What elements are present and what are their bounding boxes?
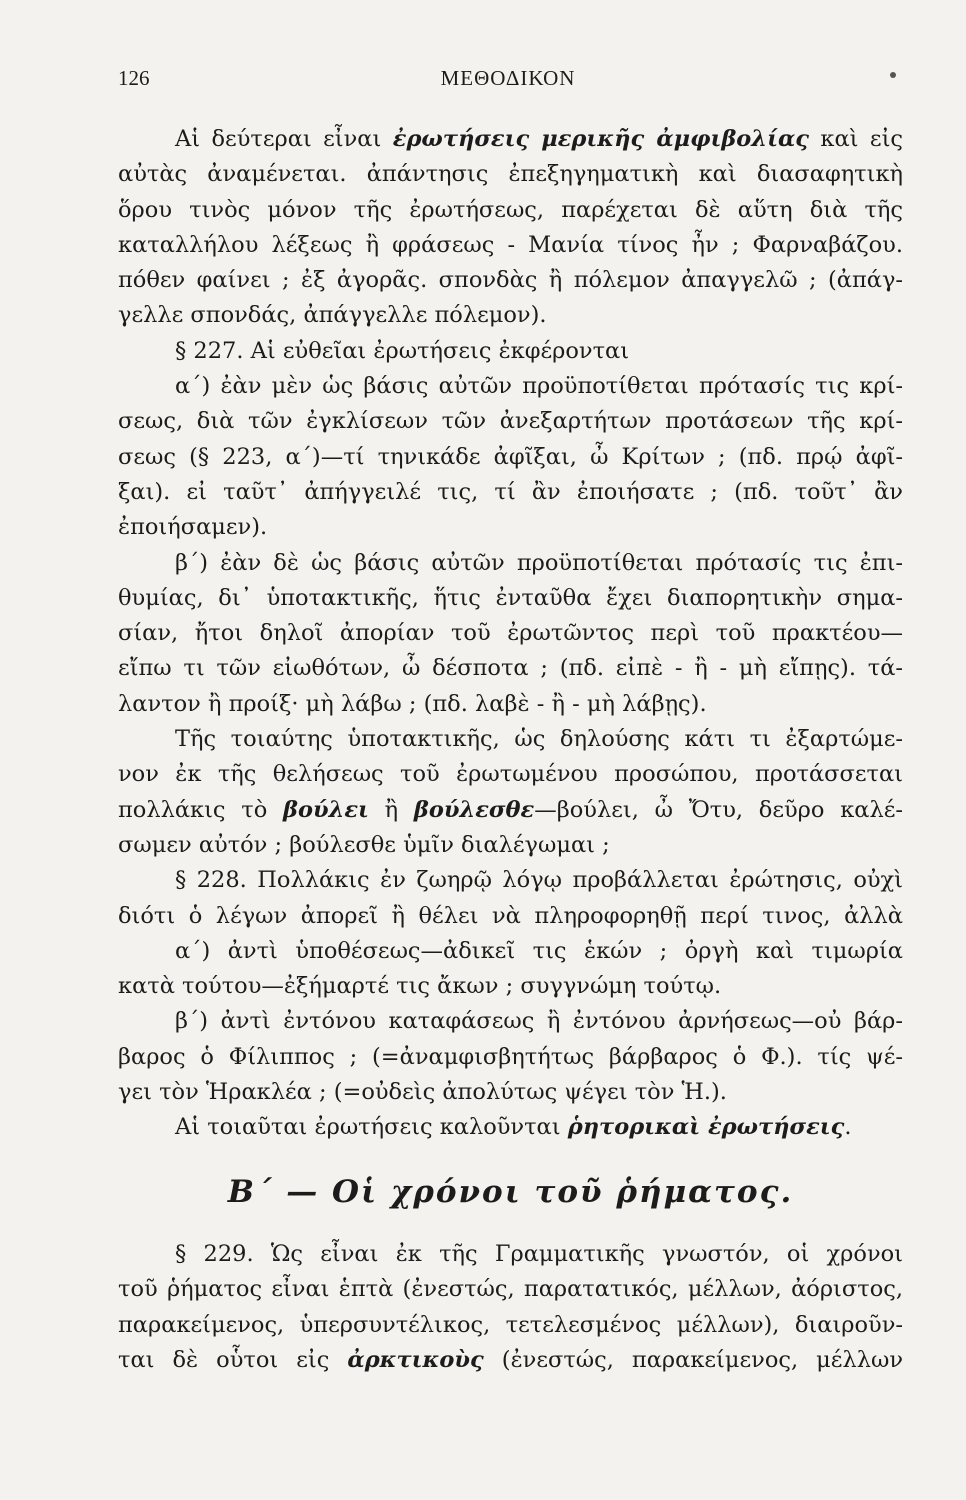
text-line: λαντον ἢ προίξ· μὴ λάβω ; (πδ. λαβὲ - ἢ - μὴ λάβῃς). [118, 690, 707, 717]
text-line: Αἱ δεύτεραι εἶναι ἐρωτήσεις μερικῆς ἀμφιβολίας καὶ εἰς [175, 126, 903, 152]
text-line: αὐτὰς ἀναμένεται. ἀπάντησις ἐπεξηγηματικὴ καὶ διασαφητικὴ [118, 161, 903, 188]
text-line: Τῆς τοιαύτης ὑποτακτικῆς, ὡς δηλούσης κάτι τι ἐξαρτώμε- [175, 726, 903, 753]
text-line: α΄) ἀντὶ ὑποθέσεως—ἀδικεῖ τις ἑκών ; ὀργὴ καὶ τιμωρία [175, 937, 903, 964]
running-title: ΜΕΘΟΔΙΚΟΝ [440, 66, 576, 90]
text-line: α΄) ἐὰν μὲν ὡς βάσις αὐτῶν προϋποτίθεται πρότασίς τις κρί- [175, 373, 903, 400]
section-229-title: § 229. Ὡς εἶναι ἐκ τῆς Γραμματικῆς γνωστόν, οἱ χρόνοι [175, 1241, 903, 1267]
text-line: πόθεν φαίνει ; ἐξ ἀγορᾶς. σπονδὰς ἢ πόλεμον ἀπαγγελῶ ; (ἀπάγ- [118, 267, 903, 294]
text-line: γελλε σπονδάς, ἀπάγγελλε πόλεμον). [118, 302, 547, 329]
ink-dot [890, 72, 896, 78]
text-line: ἐποιήσαμεν). [118, 514, 268, 541]
text-line: πολλάκις τὸ βούλει ἢ βούλεσθε—βούλει, ὦ Ὄτυ, δεῦρο καλέ- [118, 796, 903, 823]
text-line: βαρος ὁ Φίλιππος ; (=ἀναμφισβητήτως βάρβαρος ὁ Φ.). τίς ψέ- [118, 1043, 903, 1070]
section-228-title: § 228. Πολλάκις ἐν ζωηρῷ λόγῳ προβάλλεται ἐρώτησις, οὐχὶ [175, 867, 903, 894]
text-line: τοῦ ῥήματος εἶναι ἑπτὰ (ἐνεστώς, παρατατικός, μέλλων, ἀόριστος, [118, 1276, 903, 1303]
text-line: καταλλήλου λέξεως ἢ φράσεως - Μανία τίνος ἦν ; Φαρναβάζου. [118, 231, 903, 258]
text-line: νον ἐκ τῆς θελήσεως τοῦ ἐρωτωμένου προσώπου, προτάσσεται [118, 761, 903, 788]
text-line: σωμεν αὐτόν ; βούλεσθε ὑμῖν διαλέγωμαι ; [118, 831, 610, 858]
text-line: διότι ὁ λέγων ἀπορεῖ ἢ θέλει νὰ πληροφορηθῇ περί τινος, ἀλλὰ [118, 902, 903, 929]
text-line: θυμίας, δι᾽ ὑποτακτικῆς, ἥτις ἐνταῦθα ἔχει διαπορητικὴν σημα- [118, 584, 903, 611]
text-line: β΄) ἀντὶ ἐντόνου καταφάσεως ἢ ἐντόνου ἀρνήσεως—οὐ βάρ- [175, 1008, 903, 1035]
section-heading [118, 1174, 903, 1210]
text-line: σεως (§ 223, α΄)—τί τηνικάδε ἀφῖξαι, ὦ Κρίτων ; (πδ. πρῴ ἀφῖ- [118, 443, 903, 470]
text-line: κατὰ τούτου—ἐξήμαρτέ τις ἄκων ; συγγνώμη τούτῳ. [118, 973, 722, 1000]
text-line: ται δὲ οὗτοι εἰς ἀρκτικοὺς (ἐνεστώς, παρακείμενος, μέλλων [118, 1346, 903, 1373]
text-line: γει τὸν Ἡρακλέα ; (=οὐδεὶς ἀπολύτως ψέγει τὸν Ἡ.). [118, 1079, 727, 1106]
text-line: Αἱ τοιαῦται ἐρωτήσεις καλοῦνται ῥητορικαὶ ἐρωτήσεις. [175, 1114, 852, 1141]
text-line: παρακείμενος, ὑπερσυντέλικος, τετελεσμένος μέλλων), διαιροῦν- [118, 1311, 903, 1338]
text-line: β΄) ἐὰν δὲ ὡς βάσις αὐτῶν προϋποτίθεται πρότασίς τις ἐπι- [175, 549, 903, 576]
text-line: εἴπω τι τῶν εἰωθότων, ὦ δέσποτα ; (πδ. εἰπὲ - ἢ - μὴ εἴπῃς). τά- [118, 655, 903, 682]
section-227-title: § 227. Αἱ εὐθεῖαι ἐρωτήσεις ἐκφέρονται [175, 337, 630, 364]
page-number: 126 [118, 66, 150, 90]
section-heading-text: Β΄ — Οἱ χρόνοι τοῦ ῥήματος. [227, 1174, 794, 1210]
text-line: ξαι). εἰ ταῦτ᾽ ἀπήγγειλέ τις, τί ἂν ἐποιήσατε ; (πδ. τοῦτ᾽ ἂν [118, 478, 903, 505]
text-line: ὅρου τινὸς μόνον τῆς ἐρωτήσεως, παρέχεται δὲ αὕτη διὰ τῆς [118, 196, 903, 223]
text-line: σίαν, ἤτοι δηλοῖ ἀπορίαν τοῦ ἐρωτῶντος περὶ τοῦ πρακτέου— [118, 620, 903, 647]
main-text-continued [118, 1237, 903, 1378]
text-line: σεως, διὰ τῶν ἐγκλίσεων τῶν ἀνεξαρτήτων προτάσεων τῆς κρί- [118, 408, 903, 435]
page-header [118, 66, 898, 96]
main-text [118, 122, 903, 1146]
